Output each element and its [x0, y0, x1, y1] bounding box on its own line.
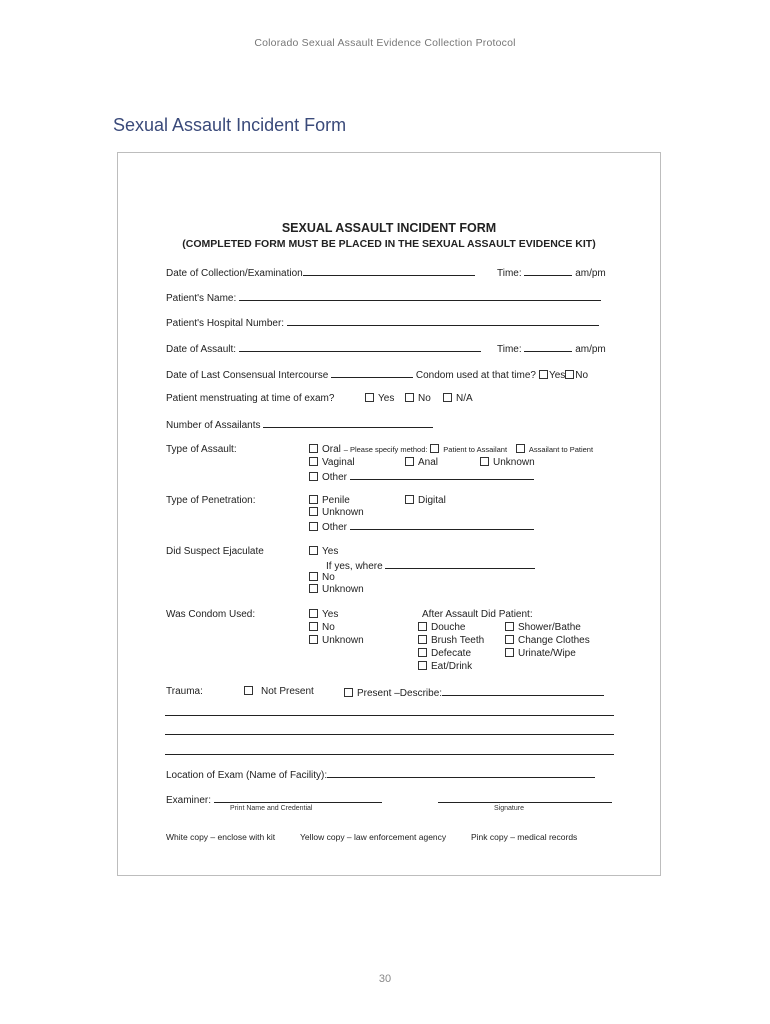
- vaginal-label: Vaginal: [322, 457, 355, 468]
- if-yes-where-field[interactable]: [385, 559, 535, 569]
- digital-checkbox[interactable]: [405, 495, 414, 504]
- was-condom-unknown-checkbox[interactable]: [309, 635, 318, 644]
- na-label: N/A: [456, 393, 473, 404]
- unknown-label: Unknown: [322, 507, 364, 518]
- brush-teeth-option: [418, 635, 484, 647]
- penile-option: [309, 495, 350, 507]
- if-yes-where-row: [326, 559, 535, 573]
- not-present-label: Not Present: [261, 686, 314, 697]
- menstruating-yes-checkbox[interactable]: [365, 393, 374, 402]
- assault-time-field[interactable]: [524, 342, 572, 352]
- oral-option: [309, 444, 593, 456]
- douche-label: Douche: [431, 622, 466, 633]
- time-label: Time:: [497, 344, 522, 355]
- assailants-label: Number of Assailants: [166, 420, 261, 431]
- eat-drink-checkbox[interactable]: [418, 661, 427, 670]
- present-describe-option: [344, 686, 604, 700]
- change-clothes-option: [505, 635, 590, 647]
- shower-label: Shower/Bathe: [518, 622, 581, 633]
- ejaculate-yes-checkbox[interactable]: [309, 546, 318, 555]
- assault-other-field[interactable]: [350, 470, 534, 480]
- page-number: 30: [378, 973, 392, 985]
- white-copy-note: White copy – enclose with kit: [166, 832, 276, 842]
- assault-unknown-option: [480, 457, 535, 469]
- was-condom-no-checkbox[interactable]: [309, 622, 318, 631]
- no-label: No: [418, 393, 431, 404]
- no-label: No: [322, 572, 335, 583]
- trauma-line-3[interactable]: [165, 754, 614, 755]
- menstruating-no-option: [405, 393, 431, 405]
- patient-name-row: [166, 291, 601, 305]
- menstruating-na-checkbox[interactable]: [443, 393, 452, 402]
- vaginal-checkbox[interactable]: [309, 457, 318, 466]
- ampm-label: am/pm: [575, 268, 606, 279]
- douche-checkbox[interactable]: [418, 622, 427, 631]
- was-condom-label: Was Condom Used:: [166, 609, 256, 620]
- anal-label: Anal: [418, 457, 439, 468]
- page-title: Sexual Assault Incident Form: [113, 115, 347, 135]
- assailant-to-patient-checkbox[interactable]: [516, 444, 525, 453]
- date-collection-row: [166, 266, 475, 280]
- after-assault-label: After Assault Did Patient:: [422, 609, 533, 620]
- ejaculate-unknown-checkbox[interactable]: [309, 584, 318, 593]
- date-collection-label: Date of Collection/Examination: [166, 268, 303, 279]
- examiner-name-field[interactable]: [214, 793, 382, 803]
- signature-field[interactable]: [438, 793, 612, 807]
- location-label: Location of Exam (Name of Facility):: [166, 770, 328, 781]
- if-yes-where-label: If yes, where: [326, 561, 383, 572]
- collection-time-row: [497, 266, 606, 280]
- ampm-label: am/pm: [575, 344, 606, 355]
- ejaculate-yes-option: [309, 546, 338, 558]
- no-label: No: [575, 370, 589, 381]
- shower-option: [505, 622, 581, 634]
- patient-name-field[interactable]: [239, 291, 601, 301]
- ejaculate-no-checkbox[interactable]: [309, 572, 318, 581]
- yellow-copy-note: Yellow copy – law enforcement agency: [300, 832, 447, 842]
- running-header: Colorado Sexual Assault Evidence Collection Protocol: [254, 37, 516, 49]
- patient-to-assailant-label: Patient to Assailant: [443, 445, 508, 454]
- oral-label: Oral: [322, 444, 341, 455]
- trauma-line-1[interactable]: [165, 715, 614, 716]
- defecate-option: [418, 648, 471, 660]
- examiner-label: Examiner:: [166, 795, 212, 806]
- condom-yes-checkbox[interactable]: [539, 370, 548, 379]
- urinate-label: Urinate/Wipe: [518, 648, 576, 659]
- penetration-unknown-checkbox[interactable]: [309, 507, 318, 516]
- menstruating-yes-option: [365, 393, 394, 405]
- yes-label: Yes: [548, 370, 566, 381]
- trauma-line-2[interactable]: [165, 734, 614, 735]
- yes-label: Yes: [322, 609, 339, 620]
- signature-caption: Signature: [494, 805, 524, 812]
- hospital-number-field[interactable]: [287, 316, 599, 326]
- present-describe-label: Present –Describe:: [357, 688, 443, 699]
- penetration-other-checkbox[interactable]: [309, 522, 318, 531]
- assault-unknown-checkbox[interactable]: [480, 457, 489, 466]
- last-consensual-label: Date of Last Consensual Intercourse: [166, 370, 329, 381]
- assailants-field[interactable]: [263, 418, 433, 428]
- penetration-other-option: [309, 520, 534, 534]
- collection-time-field[interactable]: [524, 266, 572, 276]
- condom-no-checkbox[interactable]: [565, 370, 574, 379]
- defecate-label: Defecate: [431, 648, 472, 659]
- print-name-caption: Print Name and Credential: [230, 805, 313, 812]
- yes-label: Yes: [378, 393, 395, 404]
- ejaculate-label: Did Suspect Ejaculate: [166, 546, 264, 557]
- hospital-number-row: [166, 316, 599, 330]
- was-condom-no-option: [309, 622, 335, 634]
- was-condom-yes-option: [309, 609, 338, 621]
- assault-other-checkbox[interactable]: [309, 472, 318, 481]
- condom-used-question: Condom used at that time?: [415, 370, 536, 381]
- location-row: [166, 768, 595, 782]
- last-consensual-field[interactable]: [331, 368, 413, 378]
- hospital-number-label: Patient's Hospital Number:: [166, 318, 285, 329]
- form-title: SEXUAL ASSAULT INCIDENT FORM: [281, 221, 497, 235]
- unknown-label: Unknown: [322, 584, 364, 595]
- change-clothes-label: Change Clothes: [518, 635, 590, 646]
- trauma-label: Trauma:: [166, 686, 203, 697]
- shower-checkbox[interactable]: [505, 622, 514, 631]
- brush-teeth-checkbox[interactable]: [418, 635, 427, 644]
- penetration-unknown-option: [309, 507, 364, 519]
- was-condom-yes-checkbox[interactable]: [309, 609, 318, 618]
- menstruating-label: Patient menstruating at time of exam?: [166, 393, 335, 404]
- not-present-checkbox[interactable]: [244, 686, 253, 695]
- oral-checkbox[interactable]: [309, 444, 318, 453]
- urinate-checkbox[interactable]: [505, 648, 514, 657]
- anal-checkbox[interactable]: [405, 457, 414, 466]
- other-label: Other: [322, 472, 348, 483]
- date-collection-field[interactable]: [303, 266, 475, 276]
- assailant-to-patient-label: Assailant to Patient: [528, 445, 594, 454]
- type-assault-label: Type of Assault:: [166, 444, 237, 455]
- menstruating-na-option: [443, 393, 473, 405]
- date-assault-row: [166, 342, 481, 356]
- eat-drink-label: Eat/Drink: [431, 661, 473, 672]
- not-present-option: [244, 686, 314, 698]
- date-assault-field[interactable]: [239, 342, 481, 352]
- unknown-label: Unknown: [493, 457, 535, 468]
- vaginal-option: [309, 457, 355, 469]
- please-specify-label: – Please specify method:: [343, 445, 428, 454]
- pink-copy-note: Pink copy – medical records: [471, 832, 578, 842]
- date-assault-label: Date of Assault:: [166, 344, 237, 355]
- change-clothes-checkbox[interactable]: [505, 635, 514, 644]
- eat-drink-option: [418, 661, 472, 673]
- ejaculate-no-option: [309, 572, 335, 584]
- time-label: Time:: [497, 268, 522, 279]
- penetration-other-field[interactable]: [350, 520, 534, 530]
- yes-label: Yes: [322, 546, 339, 557]
- no-label: No: [322, 622, 335, 633]
- menstruating-no-checkbox[interactable]: [405, 393, 414, 402]
- form-subtitle: (COMPLETED FORM MUST BE PLACED IN THE SEXUAL ASSAULT EVIDENCE KIT): [182, 238, 596, 250]
- urinate-option: [505, 648, 576, 660]
- penile-checkbox[interactable]: [309, 495, 318, 504]
- patient-to-assailant-checkbox[interactable]: [430, 444, 439, 453]
- penile-label: Penile: [322, 495, 350, 506]
- assault-time-row: [497, 342, 606, 356]
- unknown-label: Unknown: [322, 635, 364, 646]
- type-penetration-label: Type of Penetration:: [166, 495, 256, 506]
- other-label: Other: [322, 522, 348, 533]
- trauma-describe-field[interactable]: [442, 686, 604, 696]
- last-consensual-row: [166, 368, 588, 382]
- present-checkbox[interactable]: [344, 688, 353, 697]
- was-condom-unknown-option: [309, 635, 364, 647]
- assault-other-option: [309, 470, 534, 484]
- ejaculate-unknown-option: [309, 584, 364, 596]
- douche-option: [418, 622, 465, 634]
- digital-label: Digital: [418, 495, 446, 506]
- brush-teeth-label: Brush Teeth: [431, 635, 485, 646]
- location-field[interactable]: [327, 768, 595, 778]
- assailants-row: [166, 418, 433, 432]
- digital-option: [405, 495, 446, 507]
- anal-option: [405, 457, 438, 469]
- patient-name-label: Patient's Name:: [166, 293, 237, 304]
- defecate-checkbox[interactable]: [418, 648, 427, 657]
